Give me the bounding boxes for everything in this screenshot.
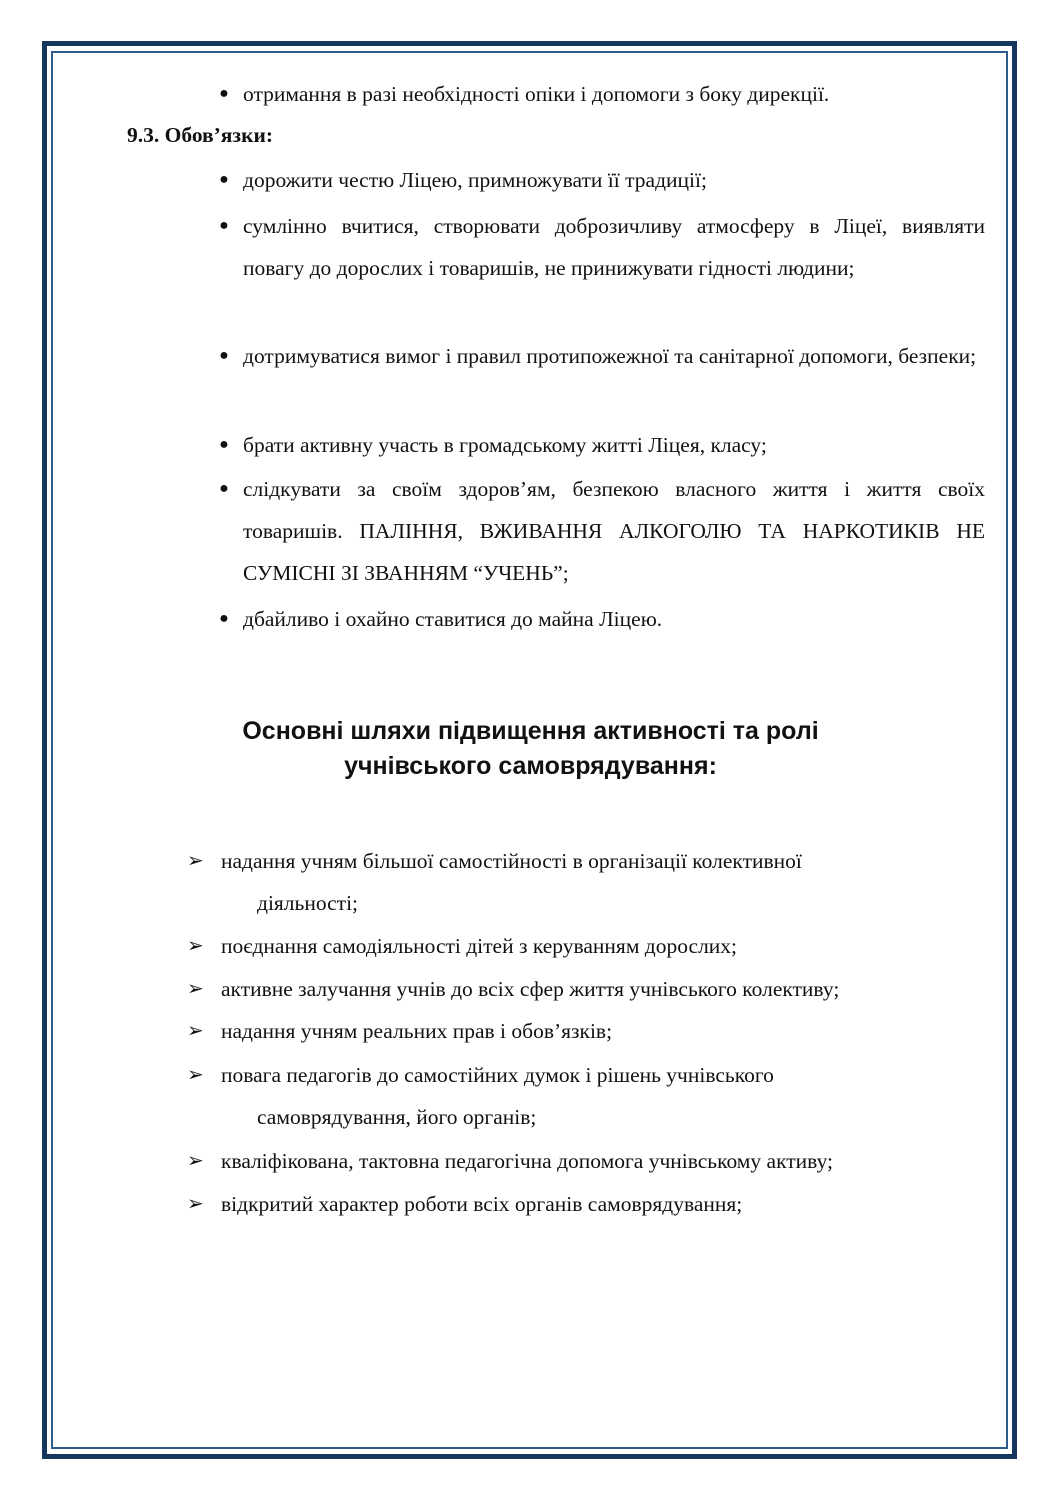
list-item-text: відкритий характер роботи всіх органів самоврядування; [221, 1192, 743, 1216]
arrow-bullet-icon: ➢ [187, 1150, 204, 1172]
list-item-text [221, 840, 985, 924]
list-item-line: надання учням більшої самостійності в організації колективної [221, 849, 802, 873]
arrow-bullet-icon: ➢ [187, 978, 204, 1000]
section-title: 9.3. Обов’язки: [127, 123, 274, 147]
arrow-bullet-icon: ➢ [187, 935, 204, 957]
list-item-text [221, 1054, 985, 1138]
arrow-bullet-icon: ➢ [187, 850, 204, 872]
list-item-text: активне залучання учнів до всіх сфер життя учнівського колективу; [221, 977, 840, 1001]
bullet-dot-icon: ● [219, 610, 229, 627]
list-item-text: слідкувати за своїм здоров’ям, безпекою власного життя і життя своїх товаришів. ПАЛІННЯ, ВЖИВАННЯ АЛКОГОЛЮ ТА НАРКОТИКІВ НЕ СУМІСНІ ЗІ ЗВАННЯМ “УЧЕНЬ”; [243, 477, 985, 585]
list-item-text: кваліфікована, тактовна педагогічна допомога учнівському активу; [221, 1149, 834, 1173]
arrow-bullet-icon: ➢ [187, 1064, 204, 1086]
list-item-continuation: самоврядування, його органів; [257, 1105, 537, 1129]
bullet-dot-icon: ● [219, 217, 229, 234]
bullet-dot-icon: ● [219, 480, 229, 497]
list-item-line: повага педагогів до самостійних думок і рішень учнівського [221, 1063, 774, 1087]
list-item-text: дотримуватися вимог і правил протипожежної та санітарної допомоги, безпеки; [243, 344, 977, 368]
section-heading-line-2: учнівського самоврядування: [344, 752, 717, 780]
list-item-text: отримання в разі необхідності опіки і допомоги з боку дирекції. [243, 82, 830, 106]
list-item-text: дорожити честю Ліцею, примножувати її традиції; [243, 168, 707, 192]
bullet-dot-icon: ● [219, 85, 229, 102]
list-item-text: дбайливо і охайно ставитися до майна Ліцею. [243, 607, 663, 631]
bullet-dot-icon: ● [219, 171, 229, 188]
list-item-text: поєднання самодіяльності дітей з керуванням дорослих; [221, 934, 738, 958]
arrow-bullet-icon: ➢ [187, 1020, 204, 1042]
arrow-bullet-icon: ➢ [187, 1193, 204, 1215]
list-item-text: брати активну участь в громадському житті Ліцея, класу; [243, 433, 767, 457]
bullet-dot-icon: ● [219, 347, 229, 364]
list-item-text: сумлінно вчитися, створювати доброзичливу атмосферу в Ліцеї, виявляти повагу до дорослих і товаришів, не принижувати гідності людини; [243, 214, 985, 280]
list-item-text: надання учням реальних прав і обов’язків; [221, 1019, 613, 1043]
section-heading-line-1: Основні шляхи підвищення активності та ролі [242, 717, 819, 745]
list-item-continuation: діяльності; [257, 891, 359, 915]
bullet-dot-icon: ● [219, 436, 229, 453]
